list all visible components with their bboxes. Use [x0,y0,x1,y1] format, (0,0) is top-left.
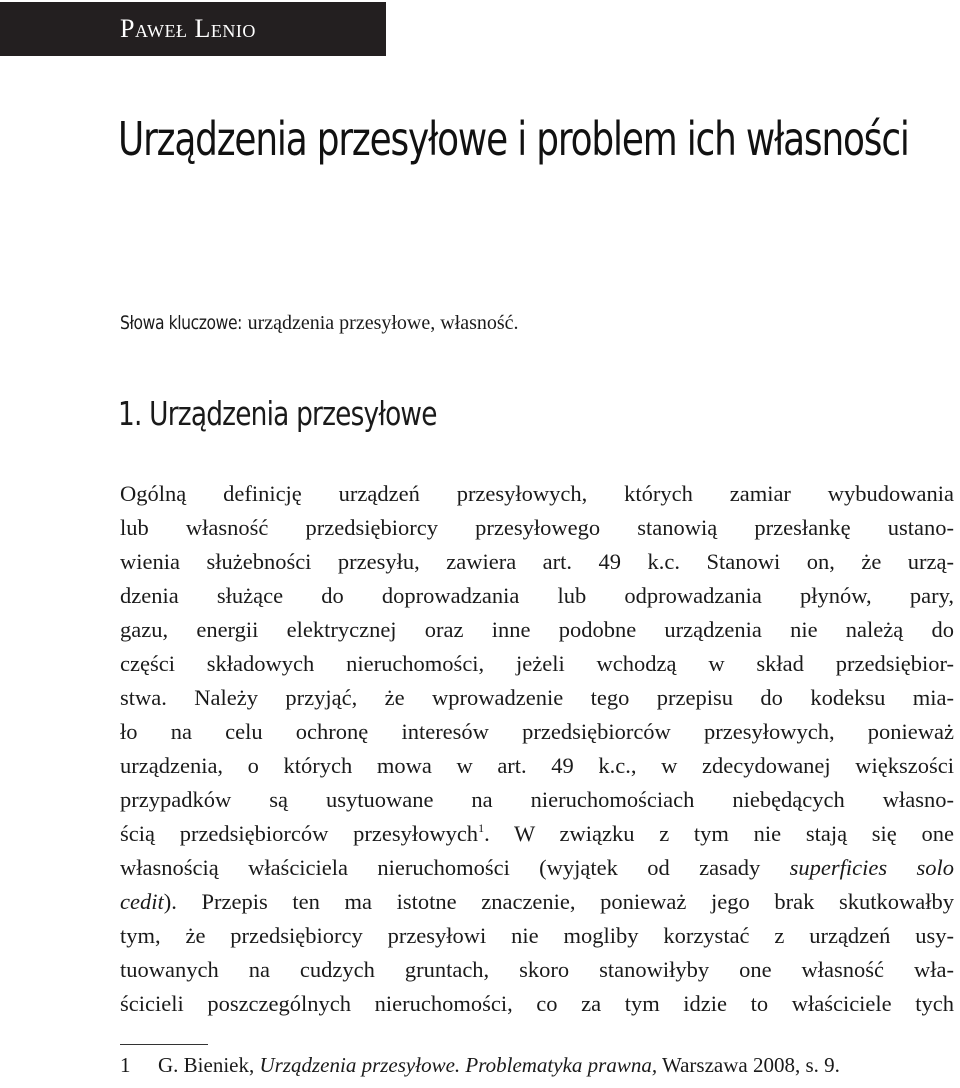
text-line: własnością właściciela nieruchomości (wyjątek od zasady superficies solo [120,855,954,880]
footnote [120,1053,840,1078]
author-name: Paweł Lenio [120,14,256,43]
keywords-label: Słowa kluczowe: [120,312,243,334]
text-line: ścią przedsiębiorców przesyłowych$^1$. W związku z tym nie stają się one [120,821,954,846]
keywords-text: urządzenia przesyłowe, własność. [247,312,519,334]
text-line: lub własność przedsiębiorcy przesyłowego stanowią przesłankę ustano- [120,515,954,540]
footnote-author: G. Bieniek, [158,1053,260,1077]
text-line: stwa. Należy przyjąć, że wprowadzenie tego przepisu do kodeksu mia- [120,685,954,710]
text-line: tym, że przedsiębiorcy przesyłowi nie mogliby korzystać z urządzeń usy- [120,923,954,948]
body-paragraph [120,477,954,1021]
text-line: dzenia służące do doprowadzania lub odprowadzania płynów, pary, [120,583,954,608]
footnote-number: 1 [120,1053,131,1077]
text-line: Ogólną definicję urządzeń przesyłowych, których zamiar wybudowania [120,481,954,506]
footnote-title: Urządzenia przesyłowe. Problematyka prawna, [259,1053,658,1077]
text-line: gazu, energii elektrycznej oraz inne podobne urządzenia nie należą do [120,617,954,642]
latin-phrase: superficies solo [789,855,954,880]
text-line: przypadków są usytuowane na nieruchomościach niebędących własno- [120,787,954,812]
footnote-divider [120,1044,208,1045]
text-line: części składowych nieruchomości, jeżeli wchodzą w skład przedsiębior- [120,651,954,676]
text-line: wienia służebności przesyłu, zawiera art. 49 k.c. Stanowi on, że urzą- [120,549,954,574]
latin-phrase: cedit [120,889,164,914]
author-banner [0,2,386,56]
text-line: urządzenia, o których mowa w art. 49 k.c., w zdecydowanej większości [120,753,954,778]
text-line: ścicieli poszczególnych nieruchomości, co za tym idzie to właściciele tych [120,991,954,1016]
text-line: cedit). Przepis ten ma istotne znaczenie, ponieważ jego brak skutkowałby [120,889,954,914]
keywords [120,312,519,335]
footnote-rest: Warszawa 2008, s. 9. [657,1053,840,1077]
text-line: ło na celu ochronę interesów przedsiębiorców przesyłowych, ponieważ [120,719,954,744]
article-title: Urządzenia przesyłowe i problem ich własności [118,112,909,166]
text-line: tuowanych na cudzych gruntach, skoro stanowiłyby one własność wła- [120,957,954,982]
section-heading: 1. Urządzenia przesyłowe [118,394,437,433]
footnote-ref[interactable]: 1 [478,821,485,835]
